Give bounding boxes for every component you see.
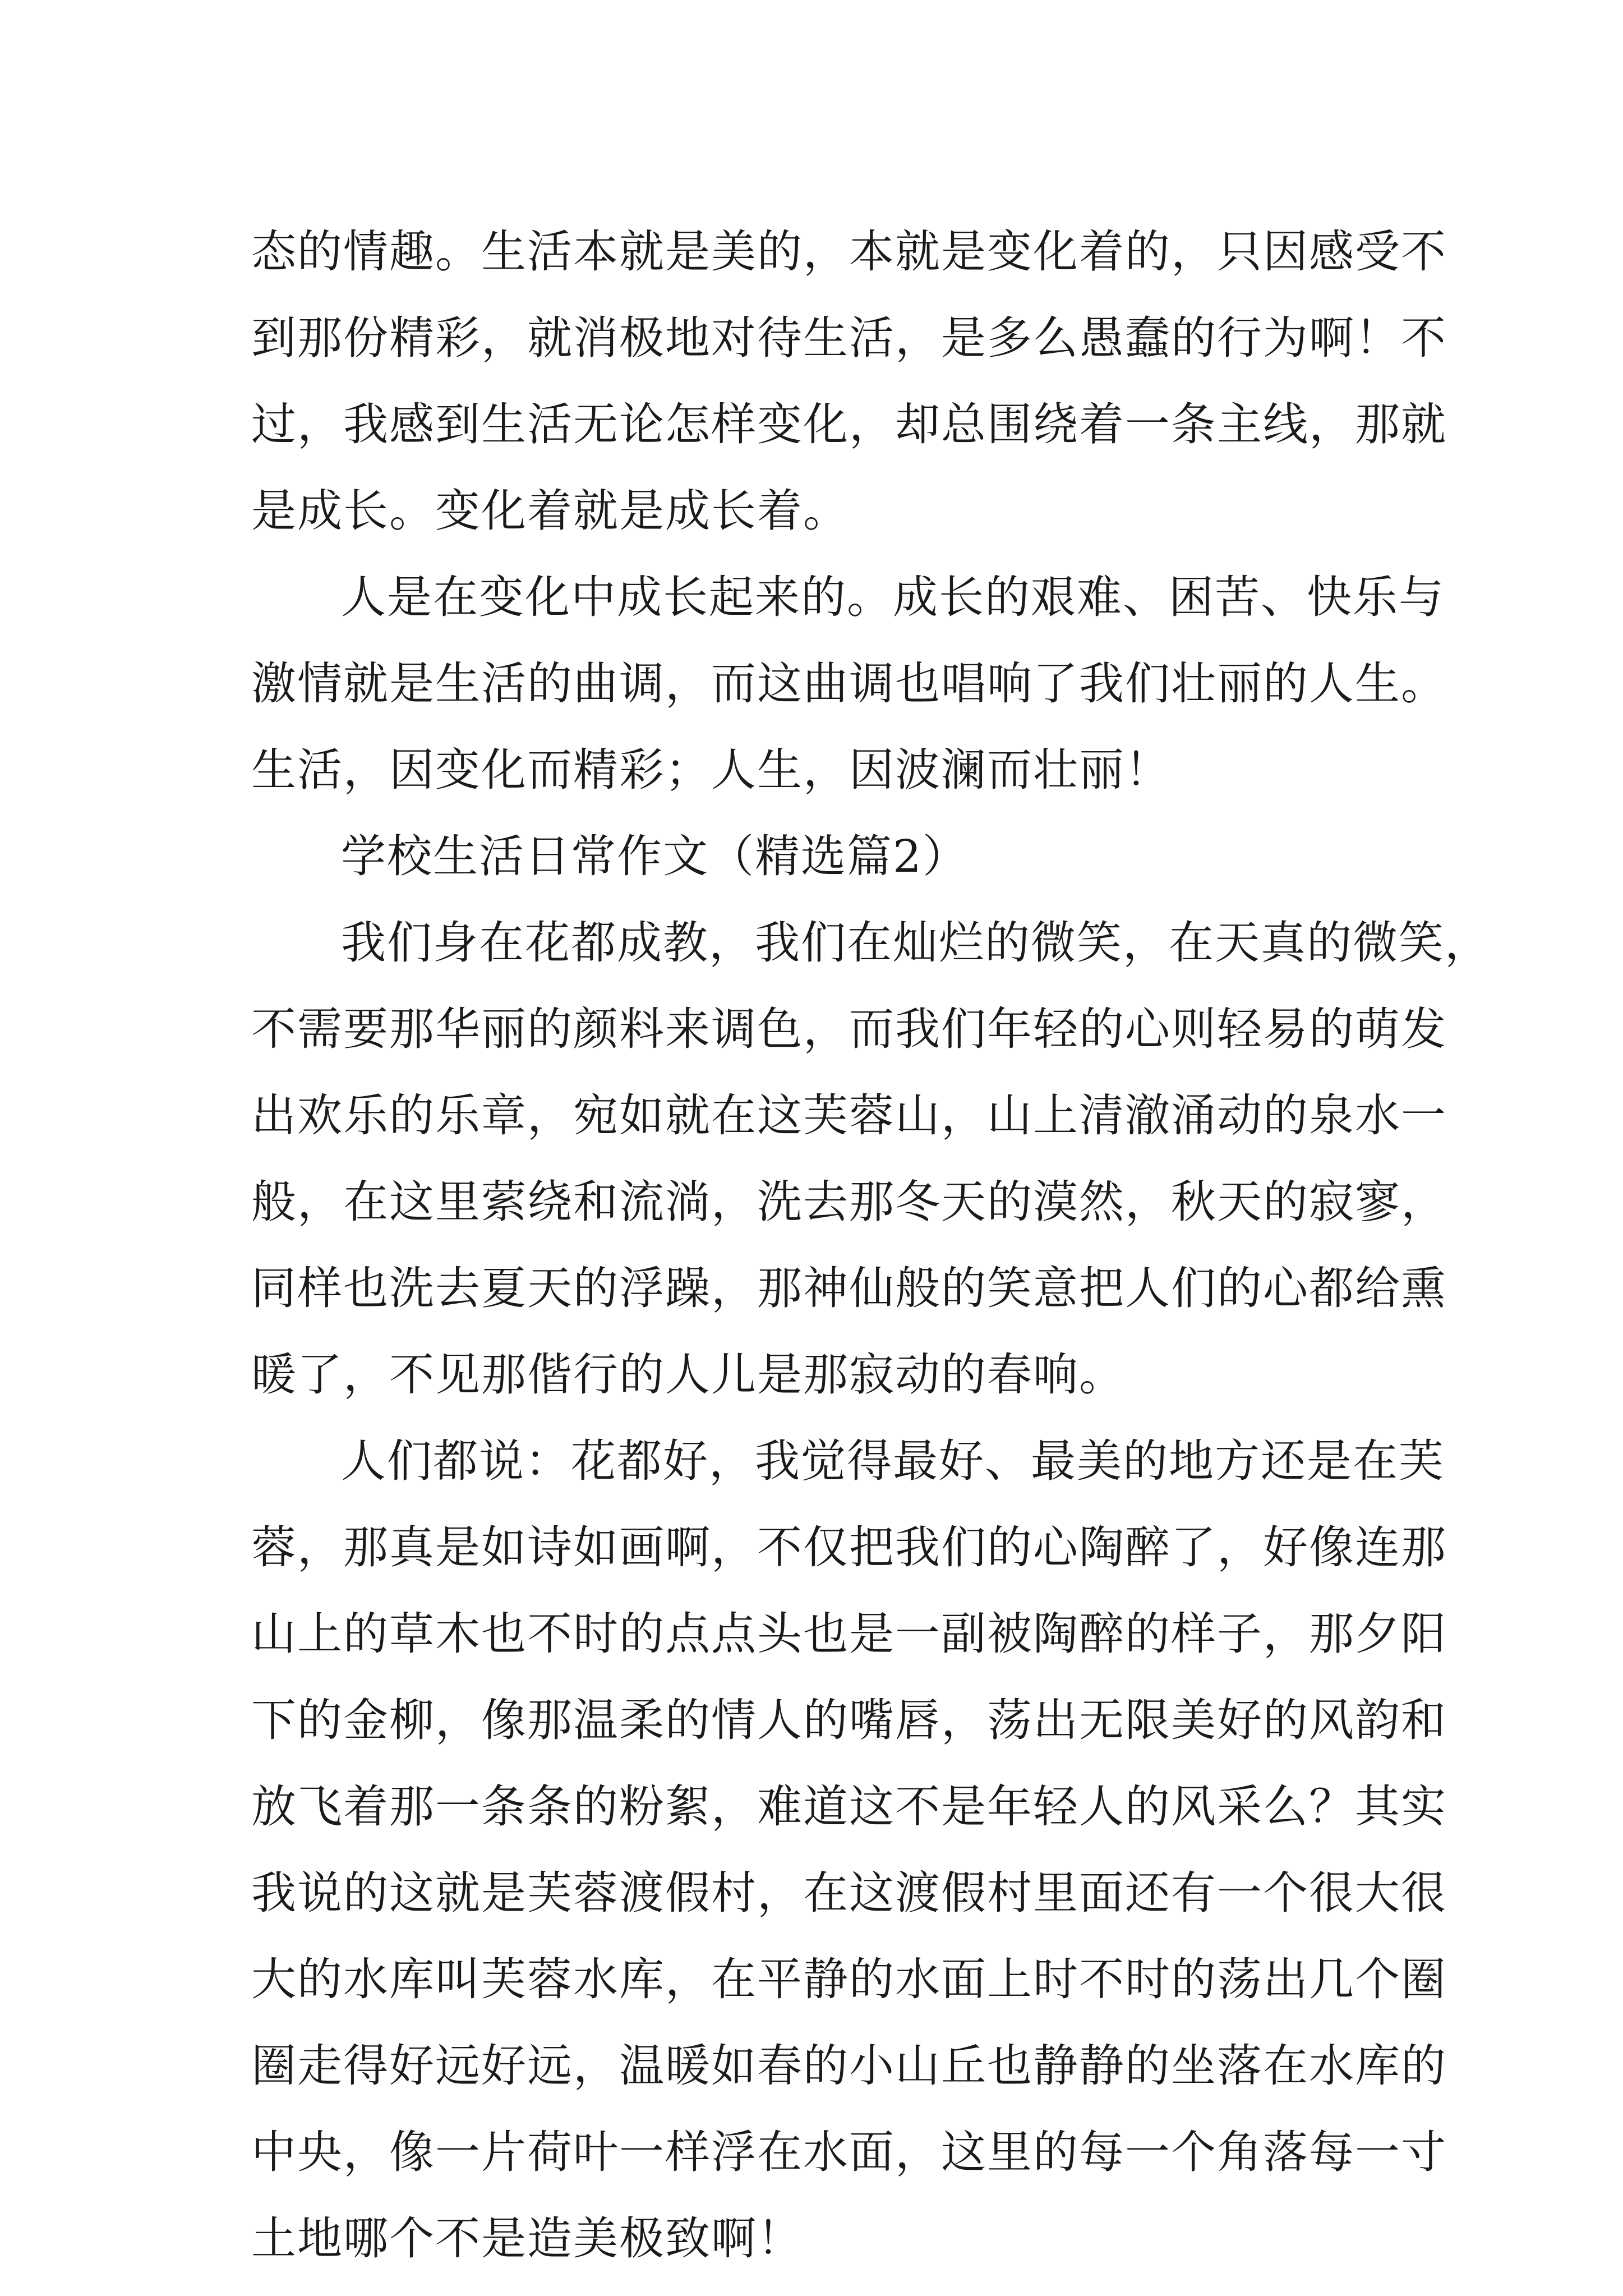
paragraph <box>251 900 1491 1418</box>
text-line: 蓉，那真是如诗如画啊，不仅把我们的心陶醉了，好像连那 <box>251 1521 1447 1573</box>
text-line: 土地哪个不是造美极致啊！ <box>251 2212 803 2265</box>
text-line: 我们身在花都成教，我们在灿烂的微笑，在天真的微笑， <box>341 917 1491 969</box>
paragraph <box>251 1418 1447 2282</box>
text-line: 山上的草木也不时的点点头也是一副被陶醉的样子，那夕阳 <box>251 1608 1447 1660</box>
paragraph <box>251 813 1395 900</box>
text-line: 不需要那华丽的颜料来调色，而我们年轻的心则轻易的萌发 <box>251 1003 1447 1055</box>
text-line: 激情就是生活的曲调，而这曲调也唱响了我们壮丽的人生。 <box>251 657 1447 710</box>
text-line: 到那份精彩，就消极地对待生活，是多么愚蠢的行为啊！不 <box>251 312 1447 364</box>
text-line: 般，在这里萦绕和流淌，洗去那冬天的漠然，秋天的寂寥， <box>251 1176 1447 1228</box>
text-line: 态的情趣。生活本就是美的，本就是变化着的，只因感受不 <box>251 226 1447 278</box>
text-line: 下的金柳，像那温柔的情人的嘴唇，荡出无限美好的风韵和 <box>251 1694 1447 1746</box>
text-line: 人是在变化中成长起来的。成长的艰难、困苦、快乐与 <box>341 571 1445 623</box>
text-line: 出欢乐的乐章，宛如就在这芙蓉山，山上清澈涌动的泉水一 <box>251 1089 1447 1142</box>
text-line: 过，我感到生活无论怎样变化，却总围绕着一条主线，那就 <box>251 398 1447 450</box>
text-line: 圈走得好远好远，温暖如春的小山丘也静静的坐落在水库的 <box>251 2040 1447 2092</box>
text-line: 我说的这就是芙蓉渡假村，在这渡假村里面还有一个很大很 <box>251 1867 1447 1919</box>
text-line: 同样也洗去夏天的浮躁，那神仙般的笑意把人们的心都给熏 <box>251 1262 1447 1314</box>
text-line: 是成长。变化着就是成长着。 <box>251 485 849 537</box>
text-line: 人们都说：花都好，我觉得最好、最美的地方还是在芙 <box>341 1435 1445 1487</box>
text-line: 中央，像一片荷叶一样浮在水面，这里的每一个角落每一寸 <box>251 2126 1447 2178</box>
text-line: 生活，因变化而精彩；人生，因波澜而壮丽！ <box>251 744 1171 796</box>
text-line: 大的水库叫芙蓉水库，在平静的水面上时不时的荡出几个圈 <box>251 1953 1447 2005</box>
text-line: 暖了，不见那偕行的人儿是那寂动的春响。 <box>251 1349 1125 1401</box>
text-line: 学校生活日常作文（精选篇2） <box>341 830 969 882</box>
text-line: 放飞着那一条条的粉絮，难道这不是年轻人的风采么？其实 <box>251 1780 1447 1833</box>
document-body <box>251 209 1491 2282</box>
paragraph <box>251 554 1447 813</box>
paragraph <box>251 209 1447 554</box>
